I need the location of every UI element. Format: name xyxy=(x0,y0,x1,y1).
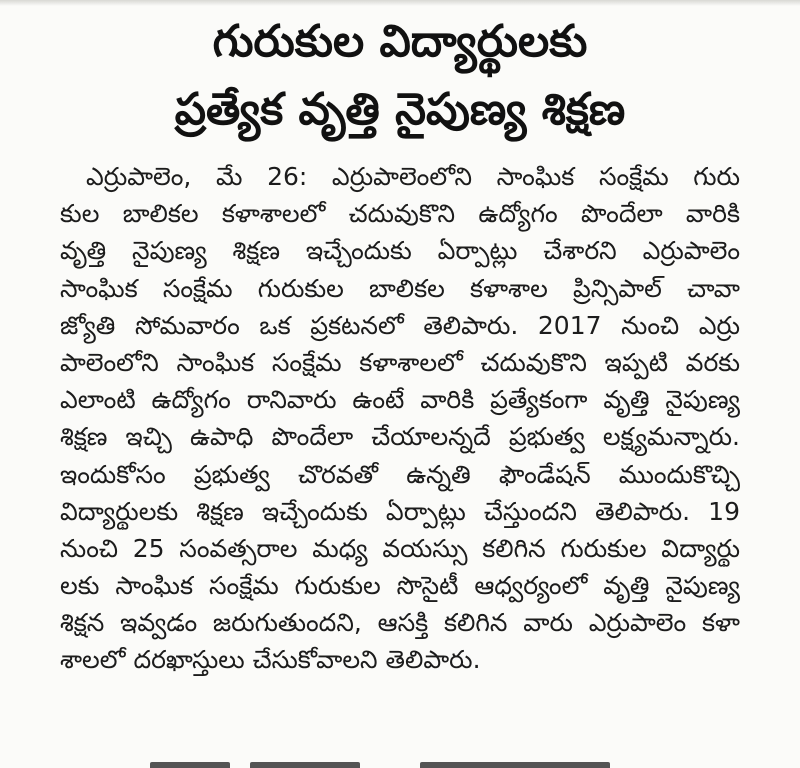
next-article-edge xyxy=(0,756,800,768)
headline-line-2: ప్రత్యేక వృత్తి నైపుణ్య శిక్షణ xyxy=(174,84,626,135)
body-line: నుంచి 25 సంవత్సరాల మధ్య వయస్సు కలిగిన గురుకుల విద్యార్థు xyxy=(60,533,740,563)
body-line: లకు సాంఘిక సంక్షేమ గురుకుల సొసైటీ ఆధ్వర్యంలో వృత్తి నైపుణ్య xyxy=(60,571,740,601)
body-line: ఇందుకోసం ప్రభుత్వ చొరవతో ఉన్నతి ఫౌండేషన్ ముందుకొచ్చి xyxy=(60,459,740,489)
body-line: శాలలో దరఖాస్తులు చేసుకోవాలని తెలిపారు. xyxy=(60,645,481,675)
previous-article-edge xyxy=(0,0,800,6)
next-article-ink xyxy=(150,762,230,768)
next-article-ink xyxy=(250,762,360,768)
body-line: శిక్షణ ఇచ్చి ఉపాధి పొందేలా చేయాలన్నదే ప్రభుత్వ లక్ష్యమన్నారు. xyxy=(60,422,740,452)
body-line: కుల బాలికల కళాశాలలో చదువుకొని ఉద్యోగం పొందేలా వారికి xyxy=(60,199,740,229)
article-body xyxy=(60,158,740,679)
body-line: విద్యార్థులకు శిక్షణ ఇచ్చేందుకు ఏర్పాట్లు చేస్తుందని తెలిపారు. 19 xyxy=(60,496,740,526)
body-line: ఎలాంటి ఉద్యోగం రానివారు ఉంటే వారికి ప్రత్యేకంగా వృత్తి నైపుణ్య xyxy=(60,385,740,415)
body-line: సాంఘిక సంక్షేమ గురుకుల బాలికల కళాశాల ప్రిన్సిపాల్ చావా xyxy=(60,273,740,303)
body-line: శిక్షన ఇవ్వడం జరుగుతుందని, ఆసక్తి కలిగిన వారు ఎర్రుపాలెం కళా xyxy=(60,608,740,638)
body-line: పాలెంలోని సాంఘిక సంక్షేమ కళాశాలలో చదువుకొని ఇప్పటి వరకు xyxy=(60,347,740,377)
body-line: జ్యోతి సోమవారం ఒక ప్రకటనలో తెలిపారు. 2017 నుంచి ఎర్రు xyxy=(60,310,740,340)
headline-line-1: గురుకుల విద్యార్థులకు xyxy=(212,16,588,67)
body-line: వృత్తి నైపుణ్య శిక్షణ ఇచ్చేందుకు ఏర్పాట్లు చేశారని ఎర్రుపాలెం xyxy=(60,236,740,266)
body-line: ఎర్రుపాలెం, మే 26: ఎర్రుపాలెంలోని సాంఘిక సంక్షేమ గురు xyxy=(86,162,740,191)
next-article-ink xyxy=(420,762,610,768)
